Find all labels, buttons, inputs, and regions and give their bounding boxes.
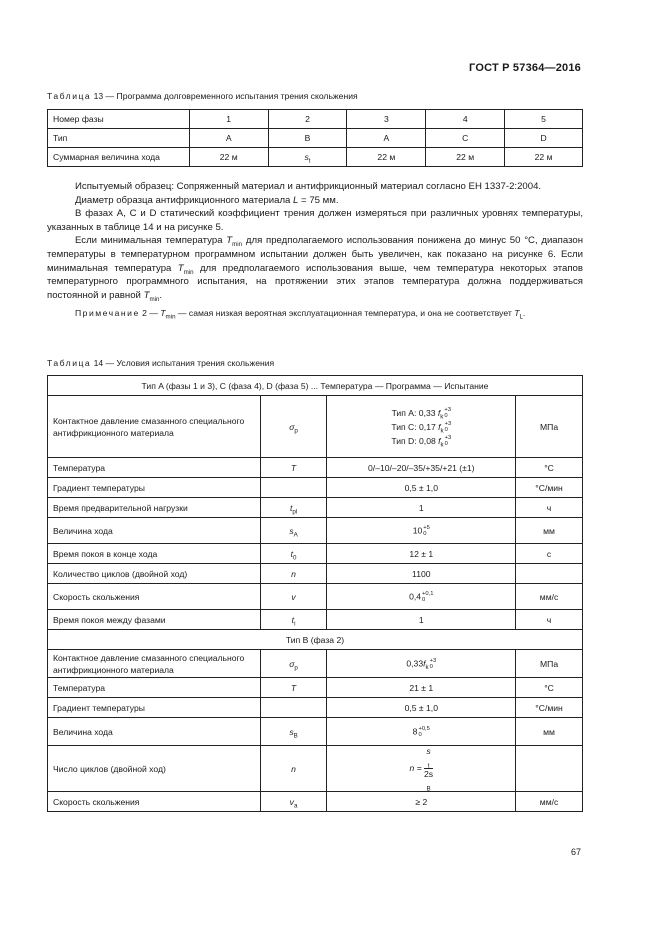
table13-caption: Таблица 13 — Программа долговременного испытания трения скольжения [47, 91, 358, 101]
table-cell: мм/с [516, 584, 583, 610]
table-cell: ч [516, 498, 583, 518]
table-cell: Тип [48, 129, 190, 148]
table-cell: $0,33f_k+3$ 0 [327, 650, 516, 678]
table-cell: Температура [48, 458, 261, 478]
table-cell: 21 ± 1 [327, 678, 516, 698]
table-row [48, 792, 583, 812]
fraction: s $_t$ 2s $_B$ [424, 746, 434, 793]
table-cell: 3 [347, 110, 426, 129]
note: Примечание 2 — $T_{min}$ — самая низкая вероятная эксплуатационная температура, и она не соответствует $T_L$. [75, 308, 526, 322]
table-cell: Тип A: 0,33 $f_k+3$ 0 Тип C: 0,17 $f_k+3$ 0 Тип D: 0,08 $f_k+3$ 0 [327, 396, 516, 458]
table-cell: 0,5 ± 1,0 [327, 698, 516, 718]
table14 [47, 375, 583, 812]
table-cell: 12 ± 1 [327, 544, 516, 564]
table-cell: мм/с [516, 792, 583, 812]
table-row [48, 396, 583, 458]
table-cell: $t_i$ [260, 610, 327, 630]
table-row [48, 498, 583, 518]
table-cell: v [260, 584, 327, 610]
table-cell: мм [516, 518, 583, 544]
table-cell: $s_t$ [268, 148, 347, 167]
table-cell: $s_B$ [260, 718, 327, 746]
table-cell [260, 698, 327, 718]
table-cell: 0,5 ± 1,0 [327, 478, 516, 498]
table-cell: Число циклов (двойной ход) [48, 746, 261, 792]
table-row [48, 698, 583, 718]
table-cell: T [260, 458, 327, 478]
table-cell: Скорость скольжения [48, 584, 261, 610]
table-cell [516, 564, 583, 584]
table-cell: ≥ 2 [327, 792, 516, 812]
table-cell: Контактное давление смазанного специального антифрикционного материала [48, 396, 261, 458]
table-cell: °С [516, 458, 583, 478]
table-cell: 22 м [189, 148, 268, 167]
paragraph: Испытуемый образец: Сопряженный материал и антифрикционный материал согласно ЕН 1337-2:2004. [75, 181, 542, 192]
table-cell: Величина хода [48, 718, 261, 746]
body-text [47, 180, 583, 320]
table-cell: 1 [327, 498, 516, 518]
table-cell: Градиент температуры [48, 478, 261, 498]
section-header: Тип A (фазы 1 и 3), C (фаза 4), D (фаза 5) ... Температура — Программа — Испытание [48, 376, 583, 396]
table-row [48, 564, 583, 584]
table-cell: 22 м [426, 148, 505, 167]
table-cell: 10+5 0 [327, 518, 516, 544]
table-cell: C [426, 129, 505, 148]
table-cell: $\sigma_p$ [260, 396, 327, 458]
table-cell: МПа [516, 396, 583, 458]
section-header: Тип B (фаза 2) [48, 630, 583, 650]
table-row [48, 376, 583, 396]
table-cell: A [347, 129, 426, 148]
table-cell: с [516, 544, 583, 564]
table-cell: 22 м [505, 148, 583, 167]
table-cell: n = s $_t$ 2s $_B$ [327, 746, 516, 792]
table-cell: D [505, 129, 583, 148]
table-cell: Время предварительной нагрузки [48, 498, 261, 518]
table-row [48, 610, 583, 630]
table14-caption: Таблица 14 — Условия испытания трения скольжения [47, 358, 275, 368]
table-cell: Температура [48, 678, 261, 698]
table-cell: $t_{pl}$ [260, 498, 327, 518]
table-row [48, 478, 583, 498]
paragraph: Если минимальная температура $T_{min}$ для предполагаемого использования понижена до минус 50 °С, диапазон температуры в температурном программном испытании должен быть увеличен, как показано на рисунке 6. Если минимальная температура $T_{min}$ для предполагаемого использования выше, чем температура некоторых этапов температурного программного испытания, на протяжении этих этапов температура должна поддерживаться постоянной и равной $T_{min}$. [47, 235, 583, 303]
table-cell [260, 478, 327, 498]
table-cell: °С [516, 678, 583, 698]
table-row [48, 650, 583, 678]
table-cell: Количество циклов (двойной ход) [48, 564, 261, 584]
table-cell: $s_A$ [260, 518, 327, 544]
document-header: ГОСТ Р 57364—2016 [469, 62, 581, 74]
table-cell: T [260, 678, 327, 698]
table-cell: A [189, 129, 268, 148]
table-cell: °С/мин [516, 698, 583, 718]
table-cell: МПа [516, 650, 583, 678]
table-row [48, 584, 583, 610]
table-cell: $t_0$ [260, 544, 327, 564]
paragraph: Диаметр образца антифрикционного материала L = 75 мм. [75, 194, 339, 206]
paragraph: В фазах A, C и D статический коэффициент трения должен измеряться при различных уровнях температуры, указанных в таблице 14 и на рисунке 5. [47, 208, 583, 233]
table-cell: B [268, 129, 347, 148]
table-row [48, 544, 583, 564]
table-cell: 0,4+0,1 0 [327, 584, 516, 610]
table-cell: 0/–10/–20/–35/+35/+21 (±1) [327, 458, 516, 478]
table-row [48, 110, 583, 129]
table-cell: °С/мин [516, 478, 583, 498]
table-row [48, 148, 583, 167]
table-cell: 2 [268, 110, 347, 129]
table-cell: Скорость скольжения [48, 792, 261, 812]
table-cell: n [260, 746, 327, 792]
table-cell: 1 [327, 610, 516, 630]
table-cell: 4 [426, 110, 505, 129]
table-row [48, 129, 583, 148]
table-cell: 1 [189, 110, 268, 129]
table13 [47, 109, 583, 167]
table-cell: 22 м [347, 148, 426, 167]
table-cell [516, 746, 583, 792]
table-cell: Время покоя в конце хода [48, 544, 261, 564]
table-cell: $\sigma_p$ [260, 650, 327, 678]
table-row [48, 746, 583, 792]
table-row [48, 678, 583, 698]
table-row [48, 518, 583, 544]
table-cell: 1100 [327, 564, 516, 584]
table-cell: Номер фазы [48, 110, 190, 129]
table-row [48, 458, 583, 478]
table-cell: 5 [505, 110, 583, 129]
table-cell: Величина хода [48, 518, 261, 544]
table-cell: 8+0,5 0 [327, 718, 516, 746]
table-cell: Контактное давление смазанного специального антифрикционного материала [48, 650, 261, 678]
table-row [48, 718, 583, 746]
table-cell: Градиент температуры [48, 698, 261, 718]
table-cell: Суммарная величина хода [48, 148, 190, 167]
page-number: 67 [570, 847, 581, 857]
table-cell: Время покоя между фазами [48, 610, 261, 630]
table-cell: ч [516, 610, 583, 630]
table-cell: n [260, 564, 327, 584]
table-row [48, 630, 583, 650]
table-cell: мм [516, 718, 583, 746]
table-cell: $v_a$ [260, 792, 327, 812]
